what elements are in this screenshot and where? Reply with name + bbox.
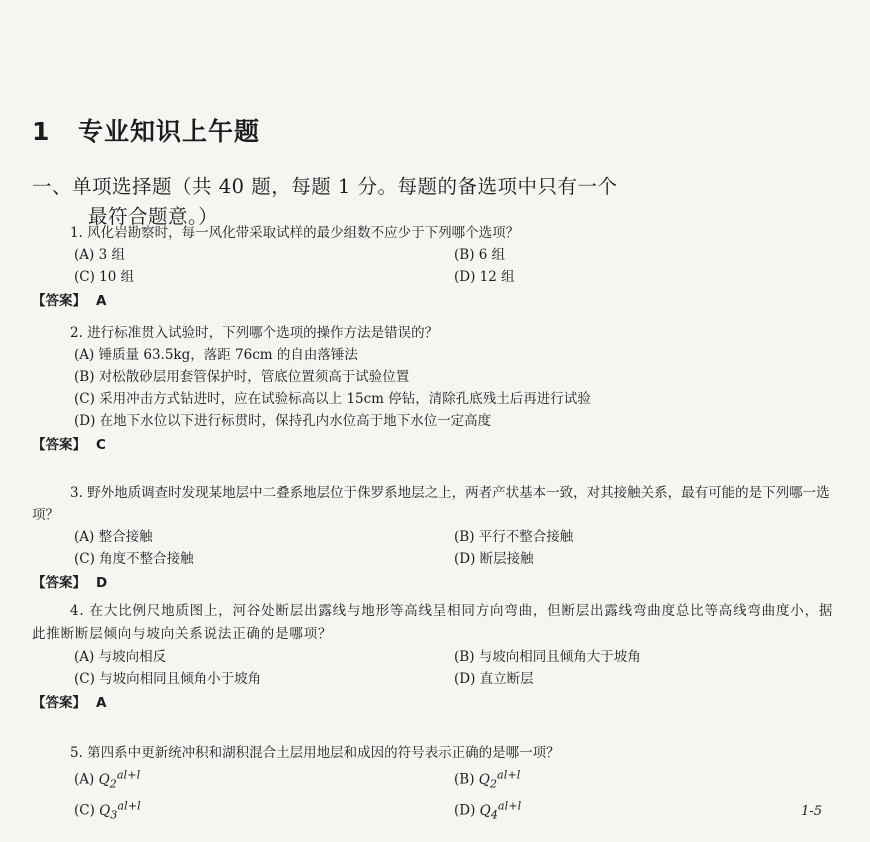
- option-b: (B) 平行不整合接触: [454, 529, 574, 545]
- answer-row: [32, 290, 842, 312]
- option-a: (A) 与坡向相反: [74, 649, 167, 665]
- symbol-subscript: 2: [109, 777, 117, 791]
- option-label: (D): [454, 802, 476, 819]
- question-stem: 3. 野外地质调查时发现某地层中二叠系地层位于侏罗系地层之上，两者产状基本一致，对其接触关系，最有可能的是下列哪一选项？: [32, 485, 830, 523]
- symbol-base: Q: [99, 802, 111, 819]
- geologic-symbol: [478, 768, 521, 791]
- question-3: [32, 482, 842, 594]
- option-a: [74, 764, 454, 795]
- option-grid: [32, 526, 842, 570]
- option-grid: [32, 764, 842, 826]
- symbol-subscript: 2: [489, 777, 498, 791]
- symbol-superscript: al+l: [116, 768, 141, 781]
- symbol-subscript: 3: [110, 808, 118, 822]
- option-grid: [32, 646, 842, 690]
- option-a: (A) 整合接触: [74, 529, 153, 545]
- answer-label: 【答案】: [32, 575, 86, 591]
- question-stem: 4. 在大比例尺地质图上，河谷处断层出露线与地形等高线呈相同方向弯曲，但断层出露线弯曲度总比等高线弯曲度小，据此推断断层倾向与坡向关系说法正确的是哪项？: [32, 603, 834, 642]
- question-stem: 5. 第四系中更新统冲积和湖积混合土层用地层和成因的符号表示正确的是哪一项？: [70, 745, 560, 761]
- symbol-base: Q: [478, 771, 490, 788]
- section-heading-line1: 一、单项选择题（共 40 题，每题 1 分。每题的备选项中只有一个: [32, 175, 618, 198]
- answer-label: 【答案】: [32, 437, 86, 453]
- answer-value: A: [96, 695, 107, 711]
- option-a: (A) 锤质量 63.5kg，落距 76cm 的自由落锤法: [74, 347, 358, 363]
- symbol-superscript: al+l: [497, 799, 522, 813]
- symbol-superscript: al+l: [497, 768, 521, 781]
- question-stem: 1. 风化岩勘察时，每一风化带采取试样的最少组数不应少于下列哪个选项？: [70, 225, 520, 241]
- geologic-symbol: [479, 799, 522, 822]
- option-d: (D) 在地下水位以下进行标贯时，保持孔内水位高于地下水位一定高度: [74, 413, 492, 429]
- question-4: [32, 600, 842, 714]
- symbol-base: Q: [98, 771, 110, 788]
- option-c: (C) 角度不整合接触: [74, 551, 194, 567]
- chapter-title: 专业知识上午题: [78, 117, 261, 146]
- answer-value: A: [96, 293, 107, 309]
- option-c: (C) 与坡向相同且倾角小于坡角: [74, 671, 262, 687]
- answer-row: [32, 572, 842, 594]
- section-heading-line2: 最符合题意。）: [88, 205, 219, 228]
- geologic-symbol: [99, 799, 141, 822]
- question-5: [32, 742, 842, 826]
- question-stem: 2. 进行标准贯入试验时，下列哪个选项的操作方法是错误的？: [70, 325, 439, 341]
- page-number: 1-5: [801, 804, 822, 819]
- option-label: (B): [454, 771, 475, 788]
- option-grid: [32, 244, 842, 288]
- option-label: (A): [74, 771, 95, 788]
- question-1: [32, 222, 842, 312]
- answer-row: [32, 692, 842, 714]
- symbol-superscript: al+l: [117, 799, 141, 813]
- option-c: (C) 采用冲击方式钻进时，应在试验标高以上 15cm 停钻，清除孔底残土后再进行试验: [74, 391, 591, 407]
- answer-label: 【答案】: [32, 293, 86, 309]
- chapter-heading: [32, 112, 260, 148]
- answer-label: 【答案】: [32, 695, 86, 711]
- answer-value: D: [96, 575, 108, 591]
- option-d: [454, 795, 854, 826]
- option-b: (B) 对松散砂层用套管保护时，管底位置须高于试验位置: [74, 369, 410, 385]
- option-d: (D) 直立断层: [454, 671, 534, 687]
- option-b: (B) 6 组: [454, 247, 506, 263]
- option-b: (B) 与坡向相同且倾角大于坡角: [454, 649, 641, 665]
- option-c: [74, 795, 454, 826]
- symbol-subscript: 4: [490, 808, 498, 822]
- option-a: (A) 3 组: [74, 247, 125, 263]
- option-d: (D) 断层接触: [454, 551, 534, 567]
- option-c: (C) 10 组: [74, 269, 135, 285]
- geologic-symbol: [98, 768, 141, 791]
- symbol-base: Q: [479, 802, 491, 819]
- chapter-number: 1: [32, 117, 51, 146]
- answer-value: C: [96, 437, 106, 453]
- question-2: [32, 322, 842, 456]
- option-b: [454, 764, 854, 795]
- answer-row: [32, 434, 842, 456]
- option-label: (C): [74, 802, 95, 819]
- option-d: (D) 12 组: [454, 269, 515, 285]
